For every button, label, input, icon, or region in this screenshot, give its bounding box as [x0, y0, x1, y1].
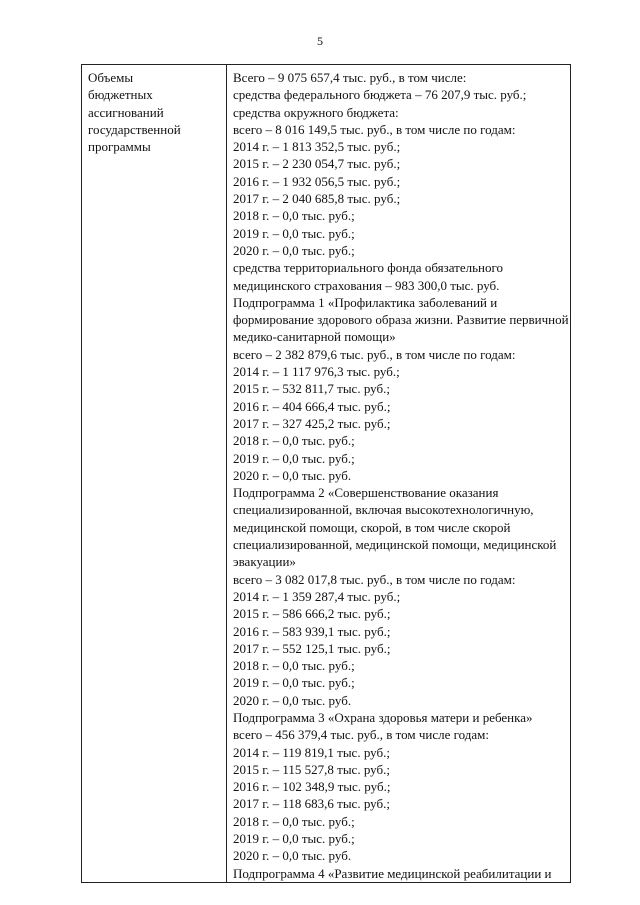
content-line: всего – 8 016 149,5 тыс. руб., в том числе по годам: — [233, 121, 516, 137]
content-line: 2014 г. – 1 359 287,4 тыс. руб.; — [233, 588, 401, 604]
content-line: 2018 г. – 0,0 тыс. руб.; — [233, 208, 355, 224]
content-line: 2016 г. – 404 666,4 тыс. руб.; — [233, 398, 391, 414]
content-line: 2018 г. – 0,0 тыс. руб.; — [233, 433, 355, 449]
content-line: 2018 г. – 0,0 тыс. руб.; — [233, 658, 355, 674]
content-line: 2015 г. – 532 811,7 тыс. руб.; — [233, 381, 390, 397]
content-line: 2016 г. – 102 348,9 тыс. руб.; — [233, 779, 391, 795]
content-line: 2016 г. – 583 939,1 тыс. руб.; — [233, 623, 391, 639]
content-line: формирование здорового образа жизни. Развитие первичной — [233, 312, 569, 328]
content-line: средства федерального бюджета – 76 207,9 тыс. руб.; — [233, 87, 527, 103]
content-line: 2020 г. – 0,0 тыс. руб. — [233, 692, 352, 708]
budget-content-cell — [227, 65, 571, 883]
content-line: всего – 456 379,4 тыс. руб., в том числе годам: — [233, 727, 489, 743]
content-line: специализированной, включая высокотехнологичную, — [233, 502, 534, 518]
budget-label-cell — [82, 65, 227, 883]
label-line: программы — [88, 139, 151, 155]
content-line: 2017 г. – 552 125,1 тыс. руб.; — [233, 640, 391, 656]
content-line: средства окружного бюджета: — [233, 104, 399, 120]
content-line: 2020 г. – 0,0 тыс. руб. — [233, 848, 352, 864]
page-number: 5 — [317, 34, 323, 48]
content-line: 2019 г. – 0,0 тыс. руб.; — [233, 831, 355, 847]
content-line: 2019 г. – 0,0 тыс. руб.; — [233, 675, 355, 691]
content-line: 2020 г. – 0,0 тыс. руб. — [233, 467, 352, 483]
content-line: средства территориального фонда обязательного — [233, 260, 503, 276]
label-line: бюджетных — [88, 87, 153, 103]
content-line: 2015 г. – 115 527,8 тыс. руб.; — [233, 761, 390, 777]
content-line: всего – 2 382 879,6 тыс. руб., в том числе по годам: — [233, 346, 516, 362]
content-line: 2016 г. – 1 932 056,5 тыс. руб.; — [233, 173, 401, 189]
label-line: государственной — [88, 121, 181, 137]
content-line: Подпрограмма 4 «Развитие медицинской реабилитации и — [233, 865, 552, 881]
content-line: 2017 г. – 118 683,6 тыс. руб.; — [233, 796, 390, 812]
content-line: Подпрограмма 3 «Охрана здоровья матери и ребенка» — [233, 709, 533, 725]
content-line: 2014 г. – 1 813 352,5 тыс. руб.; — [233, 139, 401, 155]
table-row — [82, 65, 571, 883]
content-line: медико-санитарной помощи» — [233, 329, 396, 345]
content-line: 2014 г. – 1 117 976,3 тыс. руб.; — [233, 364, 400, 380]
budget-table — [81, 64, 571, 883]
content-line: 2019 г. – 0,0 тыс. руб.; — [233, 450, 355, 466]
label-line: ассигнований — [88, 104, 164, 120]
content-line: 2017 г. – 327 425,2 тыс. руб.; — [233, 415, 391, 431]
content-line: Подпрограмма 2 «Совершенствование оказания — [233, 485, 499, 501]
content-line: 2015 г. – 2 230 054,7 тыс. руб.; — [233, 156, 401, 172]
content-line: всего – 3 082 017,8 тыс. руб., в том числе по годам: — [233, 571, 516, 587]
content-line: эвакуации» — [233, 554, 296, 570]
content-line: Всего – 9 075 657,4 тыс. руб., в том числе: — [233, 70, 467, 85]
content-line: Подпрограмма 1 «Профилактика заболеваний и — [233, 294, 498, 310]
content-line: 2017 г. – 2 040 685,8 тыс. руб.; — [233, 191, 401, 207]
content-line: медицинской помощи, скорой, в том числе скорой — [233, 519, 511, 535]
content-line: специализированной, медицинской помощи, медицинской — [233, 537, 557, 553]
content-line: 2020 г. – 0,0 тыс. руб.; — [233, 242, 355, 258]
content-line: медицинского страхования – 983 300,0 тыс. руб. — [233, 277, 500, 293]
content-line: 2018 г. – 0,0 тыс. руб.; — [233, 813, 355, 829]
content-line: 2014 г. – 119 819,1 тыс. руб.; — [233, 744, 390, 760]
content-line: 2019 г. – 0,0 тыс. руб.; — [233, 225, 355, 241]
label-line: Объемы — [88, 70, 134, 85]
content-line: 2015 г. – 586 666,2 тыс. руб.; — [233, 606, 391, 622]
